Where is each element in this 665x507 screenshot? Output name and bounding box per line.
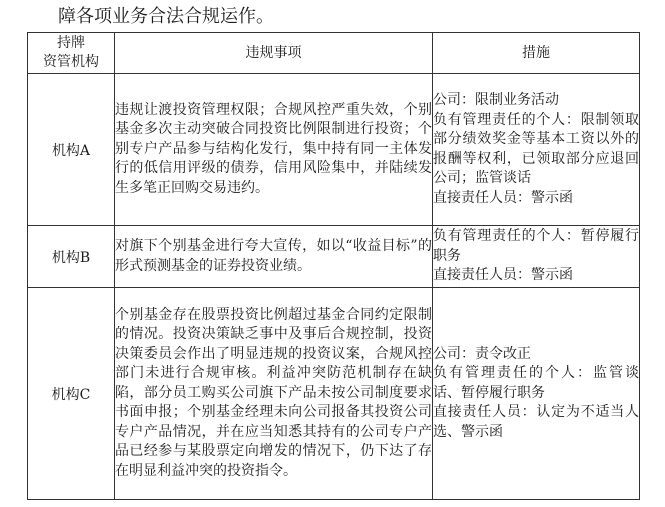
- intro-text: 障各项业务合法合规运作。: [58, 6, 274, 27]
- header-institution-line2: 资管机构: [43, 54, 99, 70]
- header-institution: [28, 33, 115, 74]
- measure-item: 直接责任人员：警示函: [433, 189, 573, 206]
- measure-item: 负有管理责任的个人：监管谈话、暂停履行职务: [433, 365, 639, 401]
- institution-cell: 机构B: [28, 226, 115, 288]
- measure-item: 公司：责令改正: [433, 345, 531, 362]
- violations-cell: 对旗下个别基金进行夸大宣传，如以“收益目标”的形式预测基金的证券投资业绩。: [115, 226, 433, 288]
- measures-cell: [433, 74, 640, 226]
- table-row: [28, 226, 640, 288]
- table-row: [28, 74, 640, 226]
- violations-cell: 个别基金存在股票投资比例超过基金合同约定限制的情况。投资决策缺乏事中及事后合规控制，投资决策委员会作出了明显违规的投资议案，合规风控部门未进行合规审核。利益冲突防范机制存在缺陷，部分员工购买公司旗下产品未按公司制度要求书面申报；个别基金经理未向公司报备其投资公司专户产品情况，并在应当知悉其持有的公司专户产品已经参与某股票定向增发的情况下，仍下达了存在明显利益冲突的投资指令。: [115, 288, 433, 500]
- table-row: [28, 288, 640, 500]
- measure-item: 公司：限制业务活动: [433, 92, 559, 108]
- table-header-row: [28, 33, 640, 74]
- institution-cell: 机构C: [28, 288, 115, 500]
- regulatory-table: [27, 32, 640, 500]
- institution-cell: 机构A: [28, 74, 115, 226]
- measure-item: 负有管理责任的个人：限制领取部分绩效奖金等基本工资以外的报酬等权利，已领取部分应退回公司；监管谈话: [433, 111, 639, 186]
- measures-cell: [433, 226, 640, 288]
- measure-item: 直接责任人员：认定为不适当人选、警示函: [433, 404, 639, 440]
- violations-cell: 违规让渡投资管理权限；合规风控严重失效，个别基金多次主动突破合同投资比例限制进行投资；个别专户产品参与结构化发行，集中持有同一主体发行的低信用评级的债券，信用风险集中，并陆续发生多笔正回购交易违约。: [115, 74, 433, 226]
- measure-item: 直接责任人员：警示函: [433, 267, 573, 284]
- measures-cell: [433, 288, 640, 500]
- header-institution-line1: 持牌: [57, 35, 85, 51]
- header-violations: 违规事项: [115, 33, 433, 74]
- header-measures: 措施: [433, 33, 640, 74]
- measure-item: 负有管理责任的个人：暂停履行职务: [433, 228, 639, 264]
